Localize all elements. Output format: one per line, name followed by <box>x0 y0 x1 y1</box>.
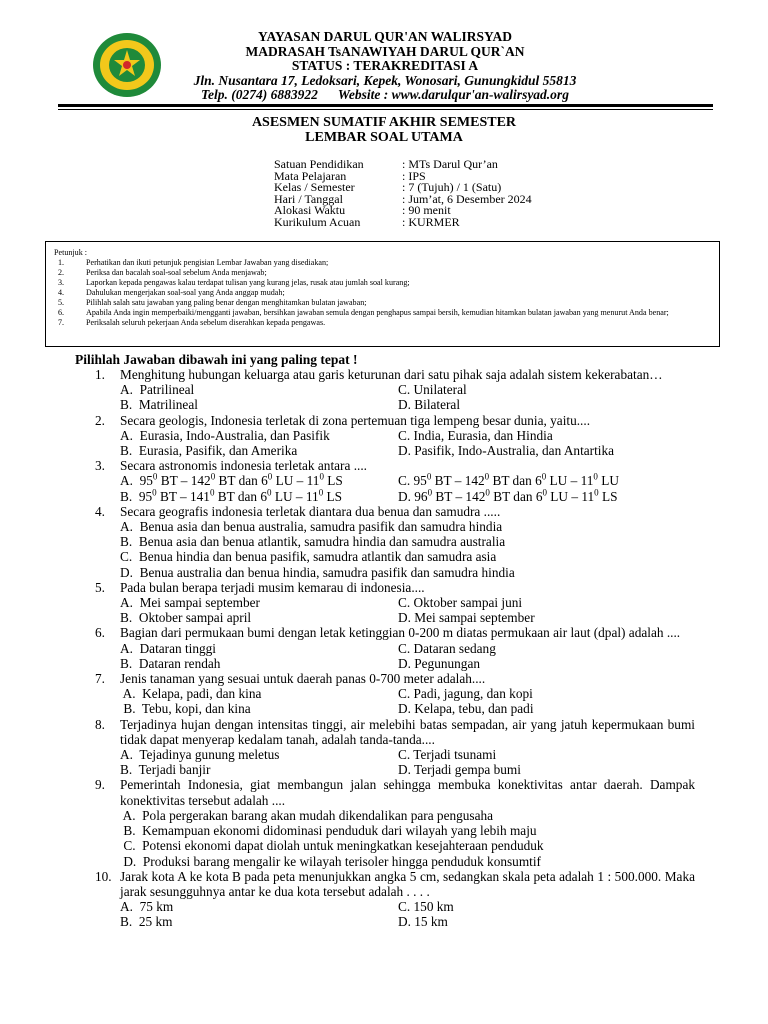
question-stem <box>95 777 695 807</box>
exam-title <box>0 115 768 145</box>
instruction-text: Dahulukan mengerjakan soal-soal yang Anda anggap mudah; <box>86 288 285 297</box>
meta-value: : 90 menit <box>402 203 451 218</box>
answer-option: A. Kelapa, padi, dan kina <box>120 686 262 702</box>
instruction-item <box>54 318 711 328</box>
question-number: 2. <box>95 412 105 428</box>
answer-options <box>95 428 695 458</box>
question-text: Terjadinya hujan dengan intensitas tinggi, air melebihi batas sempadan, air yang jatuh kepermukaan bumi tidak dapat menyerap kedalam tanah, adalah tanda-tanda.... <box>120 716 695 747</box>
answer-option: A. Dataran tinggi <box>120 640 217 656</box>
question-item <box>95 580 695 626</box>
instruction-item <box>54 258 711 268</box>
question-item <box>95 869 695 930</box>
answer-option: C. 150 km <box>398 899 454 915</box>
answer-options <box>95 519 695 580</box>
question-stem <box>95 625 695 640</box>
answer-option: C. Unilateral <box>398 382 467 398</box>
meta-value: : 7 (Tujuh) / 1 (Satu) <box>402 180 502 195</box>
answer-option: B. Eurasia, Pasifik, dan Amerika <box>120 443 298 459</box>
school-name: MADRASAH TsANAWIYAH DARUL QUR`AN <box>245 43 525 59</box>
instructions-heading: Petunjuk : <box>54 248 88 257</box>
question-item <box>95 717 695 778</box>
header-rule-thick <box>58 104 713 107</box>
question-stem <box>95 458 695 473</box>
instruction-item <box>54 288 711 298</box>
answer-option: B. Matrilineal <box>120 397 198 413</box>
answer-option: C. Benua hindia dan benua pasifik, samudra atlantik dan samudra asia <box>120 549 497 565</box>
answer-option: D. Pegunungan <box>398 655 480 671</box>
answer-option: A. Patrilineal <box>120 382 195 398</box>
answer-option: D. Benua australia dan benua hindia, samudra pasifik dan samudra hindia <box>120 564 515 580</box>
question-item <box>95 458 695 504</box>
school-address: Jln. Nusantara 17, Ledoksari, Kepek, Wonosari, Gunungkidul 55813 <box>193 72 577 88</box>
meta-value: : KURMER <box>402 214 460 229</box>
meta-value: : MTs Darul Qur’an <box>402 157 498 171</box>
answer-option: A. $95^0$ BT – $142^0$ BT dan $6^0$ LU – $11^0$ LS <box>120 472 343 489</box>
question-item <box>95 671 695 717</box>
school-contact: Telp. (0274) 6883922 Website : www.darulqur'an-walirsyad.org <box>201 87 569 102</box>
instruction-number: 3. <box>58 278 65 287</box>
madrasah-logo <box>92 32 162 98</box>
question-number: 7. <box>95 671 105 687</box>
answer-option: B. Tebu, kopi, dan kina <box>120 701 251 717</box>
question-item <box>95 367 695 413</box>
answer-options <box>95 808 695 869</box>
question-number: 10. <box>95 868 112 884</box>
answer-option: A. Tejadinya gunung meletus <box>120 747 280 763</box>
answer-option: B. Dataran rendah <box>120 655 221 671</box>
instruction-text: Apabila Anda ingin memperbaiki/mengganti jawaban, bersihkan jawaban semula dengan penghapus sampai bersih, kemudian hitamkan bulatan jawaban yang menurut Anda benar; <box>86 308 669 317</box>
question-number: 8. <box>95 716 105 732</box>
question-instruction: Pilihlah Jawaban dibawah ini yang paling tepat ! <box>75 352 358 367</box>
exam-title-line2: LEMBAR SOAL UTAMA <box>305 130 463 145</box>
instruction-number: 6. <box>58 308 65 317</box>
answer-option: C. Potensi ekonomi dapat diolah untuk meningkatkan kesejahteraan penduduk <box>120 838 544 854</box>
question-item <box>95 625 695 671</box>
answer-option: A. Benua asia dan benua australia, samudra pasifik dan samudra hindia <box>120 519 503 535</box>
instruction-text: Periksalah seluruh pekerjaan Anda sebelum diserahkan kepada pengawas. <box>86 318 326 327</box>
question-number: 3. <box>95 458 105 474</box>
answer-options <box>95 473 695 503</box>
question-text: Bagian dari permukaan bumi dengan letak ketinggian 0-200 m diatas permukaan air laut (dpal) adalah .... <box>120 625 681 641</box>
answer-options <box>95 686 695 716</box>
answer-option: C. Terjadi tsunami <box>398 747 497 763</box>
meta-key: Mata Pelajaran <box>274 168 347 183</box>
accreditation-status: STATUS : TERAKREDITASI A <box>291 58 479 73</box>
question-text: Pemerintah Indonesia, giat membangun jalan sehingga membuka konektivitas antar daerah. Dampak konektivitas tersebut adalah .... <box>120 777 695 808</box>
question-item <box>95 413 695 459</box>
instruction-item <box>54 308 711 318</box>
answer-option: A. 75 km <box>120 899 174 915</box>
question-text: Pada bulan berapa terjadi musim kemarau di indonesia.... <box>120 579 425 595</box>
answer-option: D. Bilateral <box>398 397 461 413</box>
answer-option: D. Terjadi gempa bumi <box>398 762 521 778</box>
foundation-name: YAYASAN DARUL QUR'AN WALIRSYAD <box>258 29 512 44</box>
question-number: 5. <box>95 579 105 595</box>
question-stem <box>95 580 695 595</box>
answer-option: D. Mei sampai september <box>398 610 535 626</box>
answer-options <box>95 641 695 671</box>
instruction-text: Perhatikan dan ikuti petunjuk pengisian Lembar Jawaban yang disediakan; <box>86 258 329 267</box>
answer-option: B. Benua asia dan benua atlantik, samudra hindia dan samudra australia <box>120 534 506 550</box>
meta-key: Alokasi Waktu <box>274 203 346 218</box>
question-text: Secara astronomis indonesia terletak antara .... <box>120 458 368 474</box>
answer-option: D. Produksi barang mengalir ke wilayah terisoler hingga penduduk konsumtif <box>120 853 541 869</box>
instruction-text: Periksa dan bacalah soal-soal sebelum Anda menjawab; <box>86 268 267 277</box>
question-number: 9. <box>95 777 105 793</box>
question-stem <box>95 869 695 899</box>
exam-metadata <box>274 159 532 229</box>
answer-option: C. Dataran sedang <box>398 640 496 656</box>
question-text: Menghitung hubungan keluarga atau garis keturunan dari satu pihak saja adalah sistem kekerabatan… <box>120 367 663 382</box>
question-stem <box>95 504 695 519</box>
meta-key: Kelas / Semester <box>274 180 355 195</box>
instruction-text: Laporkan kepada pengawas kalau terdapat tulisan yang kurang jelas, rusak atau jumlah soal kurang; <box>86 278 410 287</box>
answer-option: C. $95^0$ BT – $142^0$ BT dan $6^0$ LU – $11^0$ LU <box>398 472 619 489</box>
questions-list <box>95 367 695 930</box>
question-item <box>95 504 695 580</box>
header-text <box>170 30 600 103</box>
meta-value: : IPS <box>402 168 426 183</box>
answer-option: D. 15 km <box>398 914 448 930</box>
meta-row <box>274 214 532 229</box>
meta-key: Kurikulum Acuan <box>274 214 361 229</box>
question-text: Secara geologis, Indonesia terletak di zona pertemuan tiga lempeng besar dunia, yaitu.... <box>120 412 591 428</box>
question-number: 6. <box>95 625 105 641</box>
instruction-number: 5. <box>58 298 65 307</box>
answer-option: A. Eurasia, Indo-Australia, dan Pasifik <box>120 427 330 443</box>
answer-option: B. $95^0$ BT – $141^0$ BT dan $6^0$ LU – $11^0$ LS <box>120 487 343 504</box>
instruction-number: 4. <box>58 288 65 297</box>
instructions-box <box>45 241 720 347</box>
answer-option: C. India, Eurasia, dan Hindia <box>398 427 553 443</box>
question-stem <box>95 413 695 428</box>
question-text: Jenis tanaman yang sesuai untuk daerah panas 0-700 meter adalah.... <box>120 671 486 687</box>
answer-option: B. Oktober sampai april <box>120 610 252 626</box>
answer-option: B. 25 km <box>120 914 173 930</box>
meta-value: : Jum’at, 6 Desember 2024 <box>402 191 532 206</box>
answer-options <box>95 899 695 929</box>
answer-option: C. Padi, jagung, dan kopi <box>398 686 533 702</box>
question-stem <box>95 367 695 382</box>
answer-option: D. $96^0$ BT – $142^0$ BT dan $6^0$ LU – $11^0$ LS <box>398 487 618 504</box>
answer-option: D. Kelapa, tebu, dan padi <box>398 701 534 717</box>
instruction-number: 2. <box>58 268 65 277</box>
instruction-item <box>54 278 711 288</box>
school-header <box>0 0 768 112</box>
answer-option: B. Terjadi banjir <box>120 762 211 778</box>
answer-options <box>95 382 695 412</box>
answer-option: B. Kemampuan ekonomi didominasi penduduk dari wilayah yang lebih maju <box>120 823 537 839</box>
question-stem <box>95 671 695 686</box>
instruction-item <box>54 268 711 278</box>
instruction-text: Pilihlah salah satu jawaban yang paling benar dengan menghitamkan bulatan jawaban; <box>86 298 367 307</box>
answer-option: D. Pasifik, Indo-Australia, dan Antartika <box>398 443 615 459</box>
question-number: 4. <box>95 503 105 519</box>
answer-option: A. Mei sampai september <box>120 595 260 611</box>
question-item <box>95 777 695 868</box>
instruction-item <box>54 298 711 308</box>
instructions-list <box>54 258 711 328</box>
exam-title-line1: ASESMEN SUMATIF AKHIR SEMESTER <box>251 115 517 130</box>
meta-key: Satuan Pendidikan <box>274 157 364 171</box>
question-stem <box>95 717 695 747</box>
question-text: Jarak kota A ke kota B pada peta menunjukkan angka 5 cm, sedangkan skala peta adalah 1 : 500.000. Maka jarak sesungguhnya antar ke dua kota tersebut adalah . . . . <box>120 868 695 899</box>
answer-option: C. Oktober sampai juni <box>398 595 523 611</box>
answer-option: A. Pola pergerakan barang akan mudah dikendalikan para pengusaha <box>120 807 494 823</box>
header-rule-thin <box>58 109 713 110</box>
question-text: Secara geografis indonesia terletak diantara dua benua dan samudra ..... <box>120 503 501 519</box>
question-number: 1. <box>95 367 105 382</box>
answer-options <box>95 747 695 777</box>
instruction-number: 1. <box>58 258 65 267</box>
instruction-number: 7. <box>58 318 65 327</box>
meta-key: Hari / Tanggal <box>274 191 343 206</box>
answer-options <box>95 595 695 625</box>
